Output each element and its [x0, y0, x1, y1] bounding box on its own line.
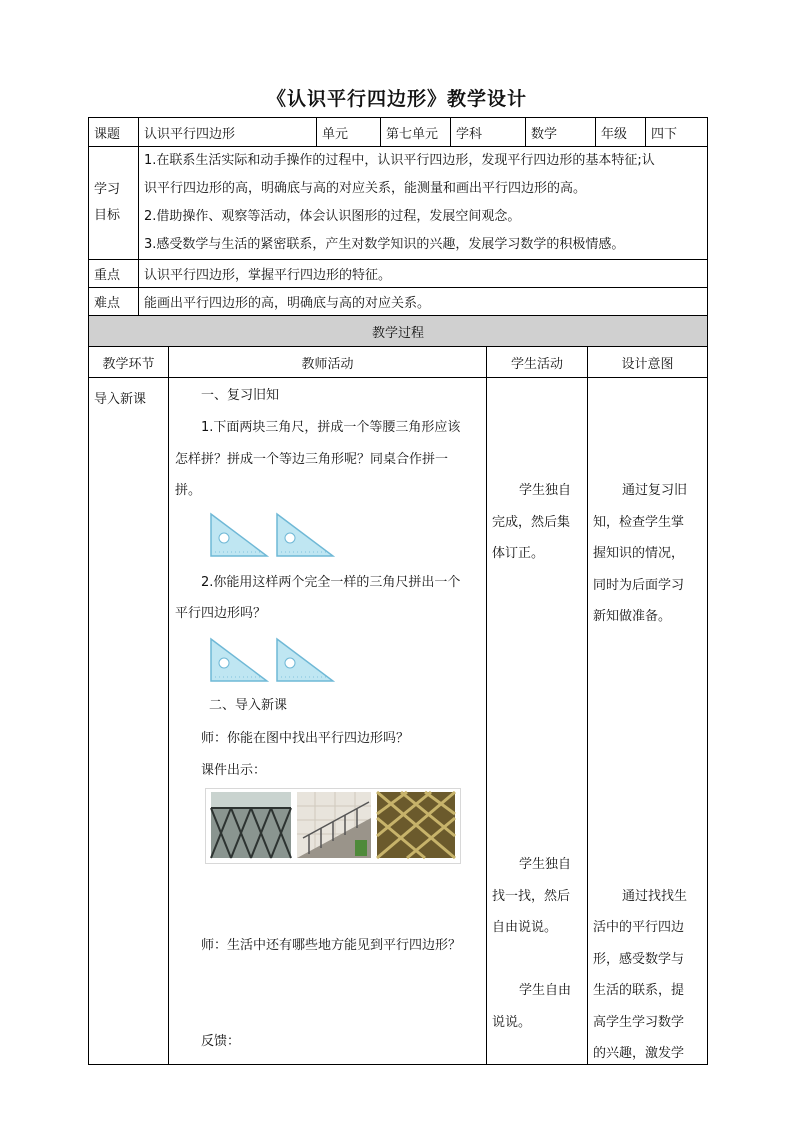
feedback-text: 反馈：: [201, 1034, 241, 1049]
key-point-label: 重点: [89, 260, 139, 288]
student-text-line: 体订正。: [492, 546, 545, 561]
process-table: [88, 315, 708, 1065]
objective-line: 3.感受数学与生活的紧密联系，产生对数学知识的兴趣，发展学习数学的积极情感。: [144, 237, 625, 252]
student-text-line: 学生自由: [519, 983, 572, 998]
courseware-photos: [205, 788, 461, 864]
difficulty-row: [89, 288, 708, 316]
stage-label: 导入新课: [94, 392, 147, 407]
col-intent: 设计意图: [588, 347, 708, 378]
intent-text-line: 知，检查学生掌: [593, 515, 685, 530]
review-heading: 一、复习旧知: [201, 388, 280, 403]
triangle-ruler-image: [275, 637, 335, 683]
stage-cell: [89, 378, 169, 1065]
grade-label: 年级: [596, 118, 646, 147]
courseware-text: 课件出示：: [201, 763, 267, 778]
stair-railing-photo: [297, 792, 371, 858]
triangle-ruler-image: [209, 512, 269, 558]
student-text-line: 学生独自: [519, 857, 572, 872]
column-header-row: [89, 347, 708, 378]
student-text-line: 自由说说。: [492, 920, 558, 935]
objectives-row: [89, 147, 708, 260]
difficulty-value: 能画出平行四边形的高，明确底与高的对应关系。: [139, 288, 708, 316]
info-row: [89, 118, 708, 147]
intent-cell: [588, 378, 708, 1065]
objectives-content: [139, 147, 708, 260]
difficulty-label: 难点: [89, 288, 139, 316]
unit-value: 第七单元: [381, 118, 451, 147]
student-text-line: 说说。: [492, 1015, 532, 1030]
intent-text-line: 同时为后面学习: [593, 578, 685, 593]
question-2-line: 平行四边形吗？: [175, 606, 267, 621]
key-point-value: 认识平行四边形，掌握平行四边形的特征。: [139, 260, 708, 288]
ask-find-text: 师：你能在图中找出平行四边形吗？: [201, 731, 410, 746]
topic-value: 认识平行四边形: [139, 118, 317, 147]
lattice-fence-photo: [377, 792, 455, 858]
student-text-line: 完成，然后集: [492, 515, 571, 530]
intent-text-line: 握知识的情况，: [593, 546, 685, 561]
objectives-label: 学习 目标: [89, 147, 139, 260]
objective-line: 识平行四边形的高，明确底与高的对应关系，能测量和画出平行四边形的高。: [144, 181, 587, 196]
process-row: [89, 378, 708, 1065]
student-text-line: 找一找，然后: [492, 889, 571, 904]
folding-gate-photo: [211, 792, 291, 858]
intent-text-line: 的兴趣，激发学: [593, 1046, 685, 1061]
student-text-line: 学生独自: [519, 483, 572, 498]
objective-line: 1.在联系生活实际和动手操作的过程中，认识平行四边形，发现平行四边形的基本特征;认: [144, 153, 655, 168]
intro-heading: 二、导入新课: [209, 698, 288, 713]
process-header: 教学过程: [89, 316, 708, 347]
intent-text-line: 形，感受数学与: [593, 952, 685, 967]
process-header-row: [89, 316, 708, 347]
page-title: 《认识平行四边形》教学设计: [266, 88, 527, 110]
objective-line: 2.借助操作、观察等活动，体会认识图形的过程，发展空间观念。: [144, 209, 521, 224]
intent-text-line: 生活的联系，提: [593, 983, 685, 998]
ask-life-text: 师：生活中还有哪些地方能见到平行四边形？: [201, 938, 462, 953]
question-1-line: 拼。: [175, 483, 202, 498]
triangle-ruler-image: [275, 512, 335, 558]
intent-text-line: 通过复习旧: [622, 483, 688, 498]
question-1-line: 1.下面两块三角尺，拼成一个等腰三角形应该: [201, 420, 461, 435]
intent-text-line: 新知做准备。: [593, 609, 672, 624]
question-1-line: 怎样拼？拼成一个等边三角形呢？同桌合作拼一: [175, 452, 449, 467]
col-student: 学生活动: [487, 347, 588, 378]
subject-label: 学科: [451, 118, 526, 147]
unit-label: 单元: [317, 118, 381, 147]
col-teacher: 教师活动: [169, 347, 487, 378]
topic-label: 课题: [89, 118, 139, 147]
key-point-row: [89, 260, 708, 288]
question-2-line: 2.你能用这样两个完全一样的三角尺拼出一个: [201, 575, 461, 590]
intent-text-line: 通过找找生: [622, 889, 688, 904]
intent-text-line: 活中的平行四边: [593, 920, 685, 935]
intent-text-line: 高学生学习数学: [593, 1015, 685, 1030]
info-table: [88, 117, 708, 316]
grade-value: 四下: [646, 118, 708, 147]
subject-value: 数学: [526, 118, 596, 147]
teacher-cell: [169, 378, 487, 1065]
student-cell: [487, 378, 588, 1065]
triangle-ruler-image: [209, 637, 269, 683]
col-stage: 教学环节: [89, 347, 169, 378]
